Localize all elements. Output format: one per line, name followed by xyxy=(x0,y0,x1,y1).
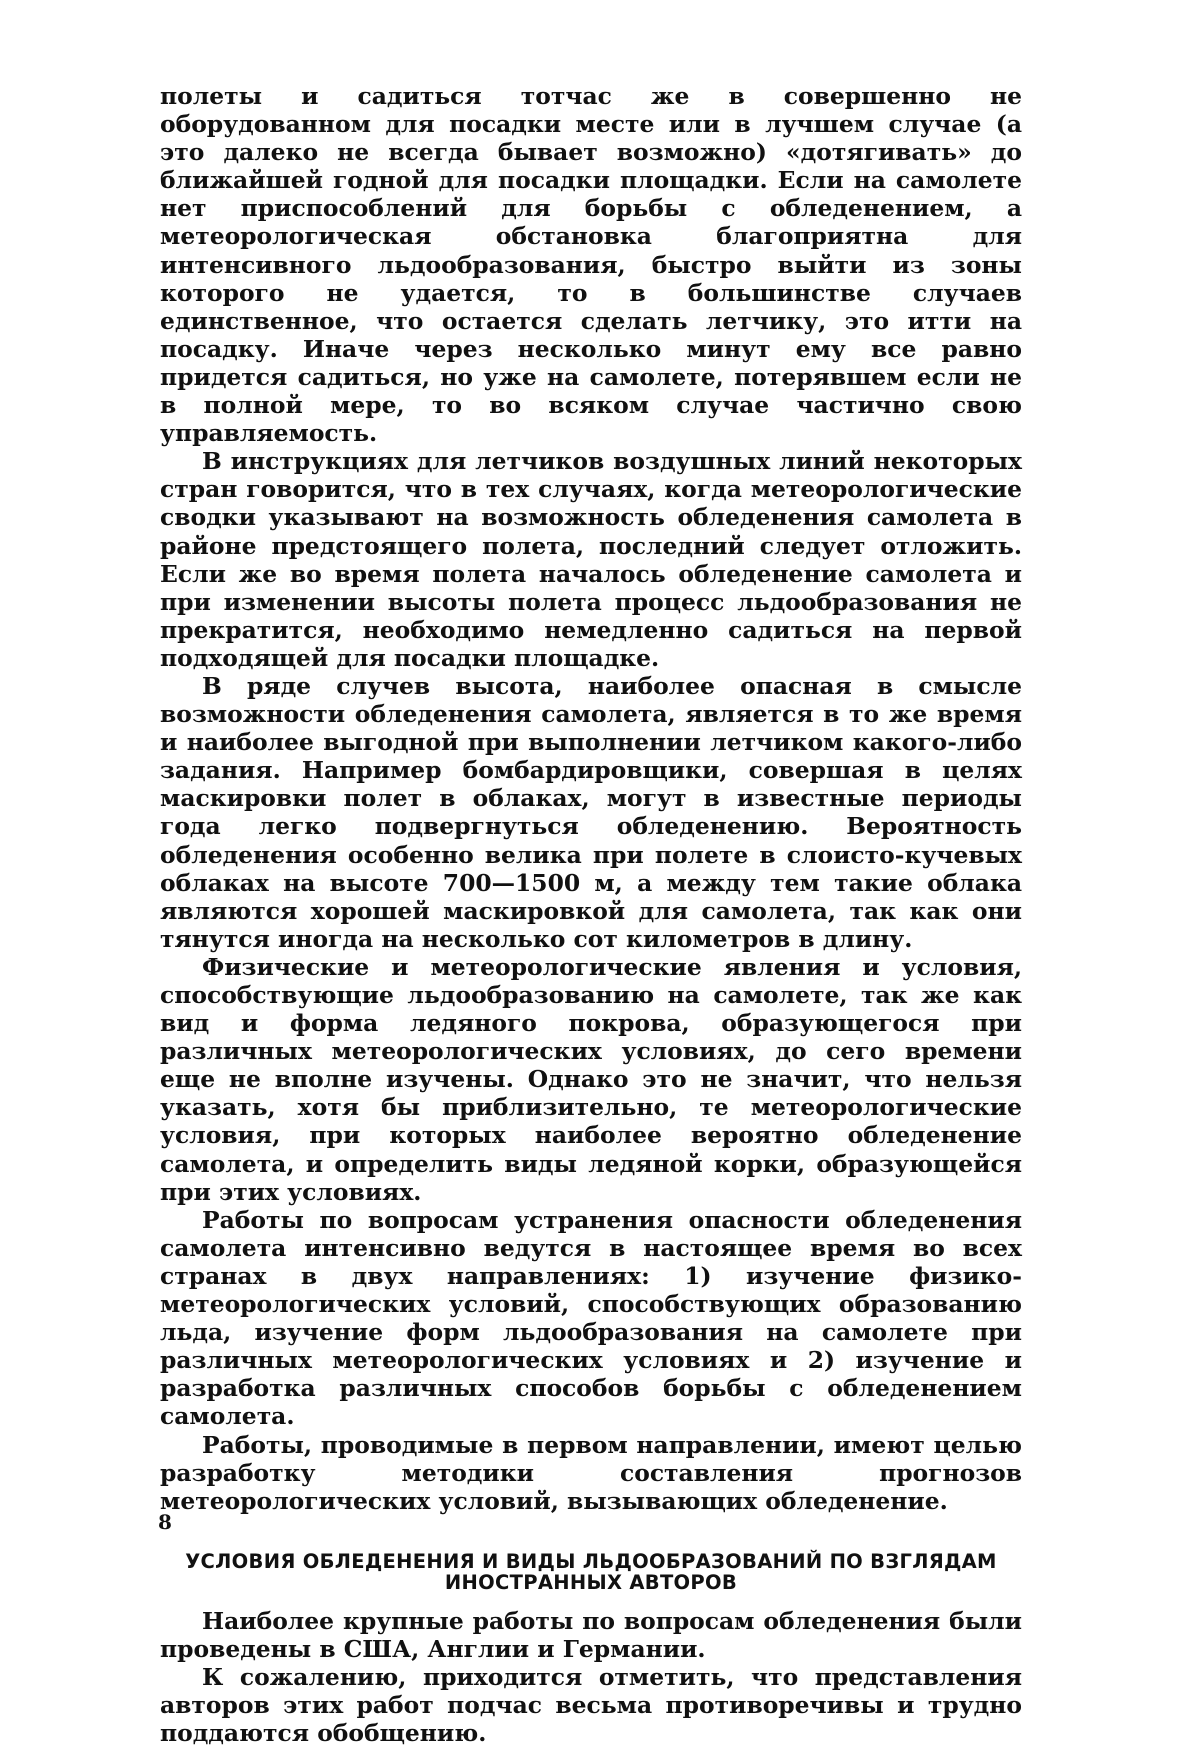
paragraph: Работы, проводимые в первом направлении, имеют целью разработку методики составления прогнозов метеорологических условий, вызывающих обледенение. xyxy=(160,1430,1022,1515)
page-body xyxy=(160,82,1022,1747)
section-heading-line: УСЛОВИЯ ОБЛЕДЕНЕНИЯ И ВИДЫ ЛЬДООБРАЗОВАНИЙ ПО ВЗГЛЯДАМ xyxy=(185,1549,997,1573)
paragraph: Наиболее крупные работы по вопросам обледенения были проведены в США, Англии и Германии. xyxy=(160,1606,1022,1663)
paragraph: Работы по вопросам устранения опасности обледенения самолета интенсивно ведутся в настоящее время во всех странах в двух направлениях: 1) изучение физико-метеорологических условий, способствующих образованию льда, изучение форм льдообразования на самолете при различных метеорологических условиях и 2) изучение и разработка различных способов борьбы с обледенением самолета. xyxy=(160,1205,1022,1431)
page-number: 8 xyxy=(158,1510,172,1534)
paragraph: полеты и садиться тотчас же в совершенно не оборудованном для посадки месте или в лучшем случае (а это далеко не всегда бывает возможно) «дотягивать» до ближайшей годной для посадки площадки. Если на самолете нет приспособлений для борьбы с обледенением, а метеорологическая обстановка благоприятна для интенсивного льдообразования, быстро выйти из зоны которого не удается, то в большинстве случаев единственное, что остается сделать летчику, это итти на посадку. Иначе через несколько минут ему все равно придется садиться, но уже на самолете, потерявшем если не в полной мере, то во всяком случае частично свою управляемость. xyxy=(160,82,1022,448)
paragraph: В инструкциях для летчиков воздушных линий некоторых стран говорится, что в тех случаях, когда метеорологические сводки указывают на возможность обледенения самолета в районе предстоящего полета, последний следует отложить. Если же во время полета началось обледенение самолета и при изменении высоты полета процесс льдообразования не прекратится, необходимо немедленно садиться на первой подходящей для посадки площадке. xyxy=(160,447,1022,672)
paragraph: В ряде случев высота, наиболее опасная в смысле возможности обледенения самолета, является в то же время и наиболее выгодной при выполнении летчиком какого-либо задания. Например бомбардировщики, совершая в целях маскировки полет в облаках, могут в известные периоды года легко подвергнуться обледенению. Вероятность обледенения особенно велика при полете в слоисто-кучевых облаках на высоте 700—1500 м, а между тем такие облака являются хорошей маскировкой для самолета, так как они тянутся иногда на несколько сот километров в длину. xyxy=(160,671,1022,953)
paragraph: К сожалению, приходится отметить, что представления авторов этих работ подчас весьма противоречивы и трудно поддаются обобщению. xyxy=(160,1662,1022,1747)
section-heading-line: ИНОСТРАННЫХ АВТОРОВ xyxy=(444,1570,738,1594)
paragraph: Физические и метеорологические явления и условия, способствующие льдообразованию на самолете, так же как вид и форма ледяного покрова, образующегося при различных метеорологических условиях, до сего времени еще не вполне изучены. Однако это не значит, что нельзя указать, хотя бы приблизительно, те метеорологические условия, при которых наиболее вероятно обледенение самолета, и определить виды ледяной корки, образующейся при этих условиях. xyxy=(160,952,1022,1206)
section-heading xyxy=(160,1551,1022,1593)
